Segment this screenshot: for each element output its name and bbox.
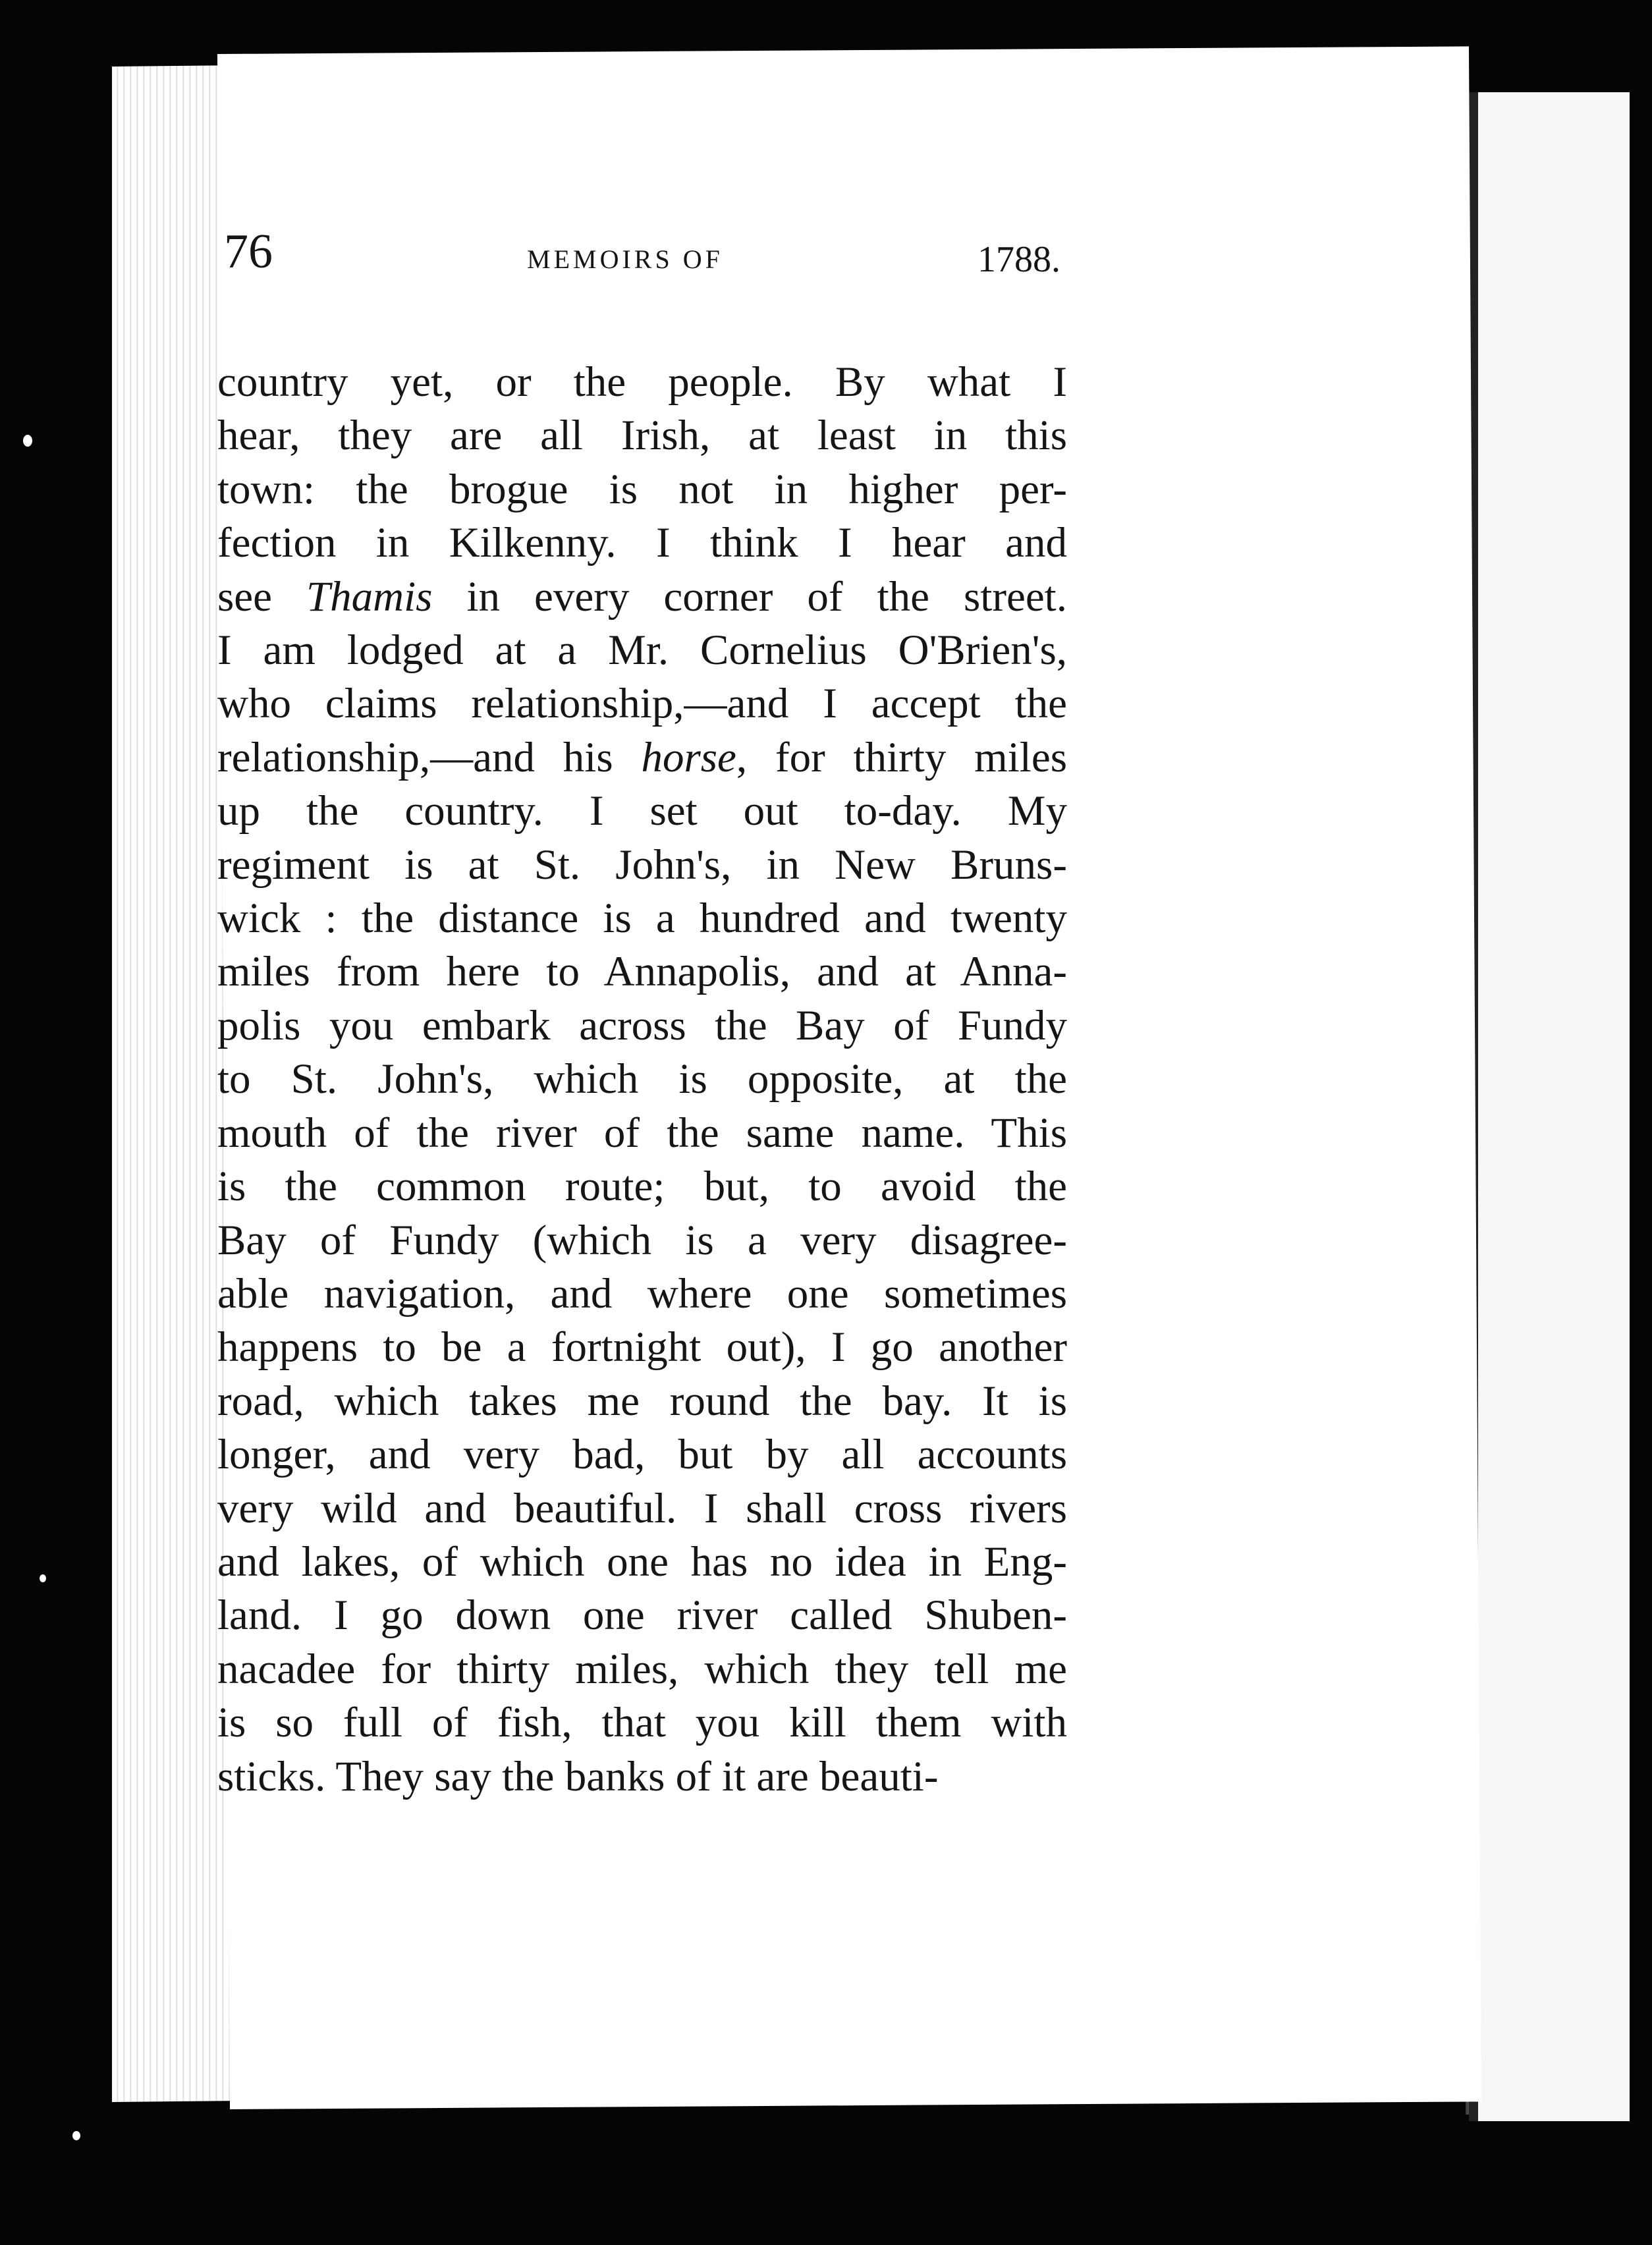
- text-line: who claims relationship,—and I accept the: [217, 680, 1067, 728]
- text-line: sticks. They say the banks of it are beauti-: [217, 1752, 939, 1800]
- text-line: Bay of Fundy (which is a very disagree-: [217, 1216, 1067, 1264]
- text-line: to St. John's, which is opposite, at the: [217, 1055, 1067, 1103]
- text-line: hear, they are all Irish, at least in this: [217, 412, 1067, 460]
- text-line: miles from here to Annapolis, and at Anna-: [217, 948, 1067, 996]
- text-line: road, which takes me round the bay. It is: [217, 1377, 1067, 1425]
- text-line: polis you embark across the Bay of Fundy: [217, 1001, 1067, 1049]
- text-line: wick : the distance is a hundred and twenty: [217, 895, 1067, 943]
- text-line: town: the brogue is not in higher per-: [217, 465, 1067, 513]
- text-line: country yet, or the people. By what I: [217, 358, 1067, 406]
- text-line: very wild and beautiful. I shall cross rivers: [217, 1484, 1067, 1532]
- text-line: longer, and very bad, but by all accounts: [217, 1431, 1067, 1479]
- text-line: happens to be a fortnight out), I go another: [217, 1323, 1067, 1372]
- header-year: 1788.: [977, 239, 1060, 280]
- text-line: and lakes, of which one has no idea in Eng-: [217, 1538, 1067, 1586]
- text-line: I am lodged at a Mr. Cornelius O'Brien's,: [217, 626, 1067, 675]
- text-line: land. I go down one river called Shuben-: [217, 1592, 1067, 1640]
- dust-speck: [23, 435, 32, 447]
- text-line: is the common route; but, to avoid the: [217, 1163, 1067, 1211]
- text-line: up the country. I set out to-day. My: [217, 787, 1067, 835]
- body-text: [217, 356, 1067, 1804]
- emphasis: Thamis: [306, 572, 433, 621]
- text-line: regiment is at St. John's, in New Bruns-: [217, 841, 1067, 889]
- page-number: 76: [224, 225, 273, 279]
- dust-speck: [72, 2131, 80, 2140]
- dust-speck: [40, 1574, 46, 1582]
- emphasis: horse: [641, 733, 736, 781]
- text-line: fection in Kilkenny. I think I hear and: [217, 519, 1067, 567]
- text-line: mouth of the river of the same name. This: [217, 1109, 1067, 1157]
- text-line: see Thamis in every corner of the street.: [217, 572, 1067, 621]
- adjacent-page: [1469, 92, 1630, 2121]
- text-line: relationship,—and his horse, for thirty miles: [217, 733, 1068, 781]
- running-title: MEMOIRS OF: [527, 244, 723, 274]
- text-line: is so full of fish, that you kill them with: [217, 1699, 1067, 1747]
- text-line: able navigation, and where one sometimes: [217, 1269, 1067, 1317]
- text-line: nacadee for thirty miles, which they tell me: [217, 1645, 1067, 1693]
